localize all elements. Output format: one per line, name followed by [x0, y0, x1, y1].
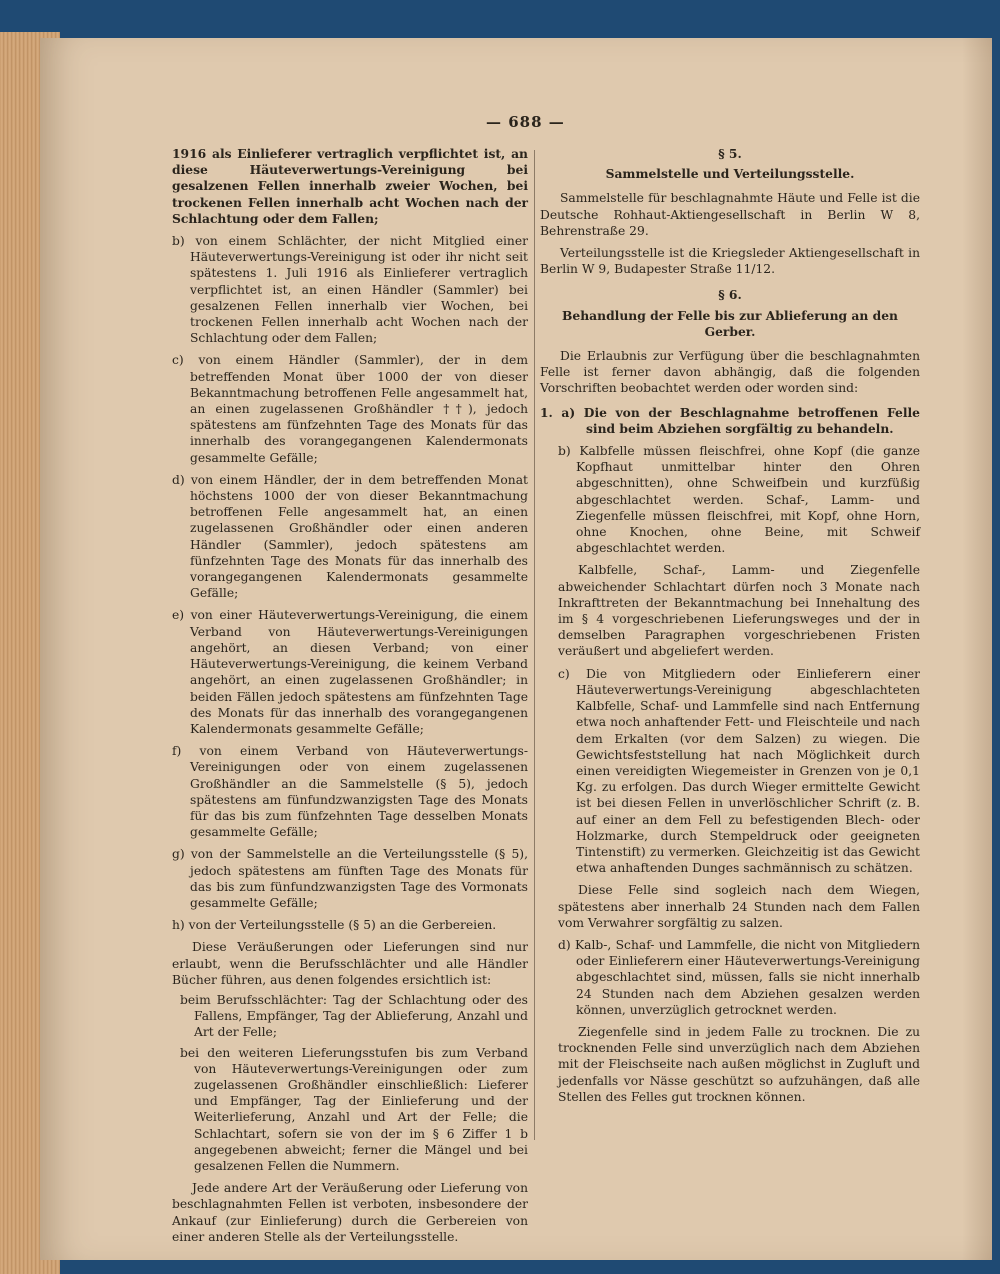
- section-5-paragraph-1: Sammelstelle für beschlagnahmte Häute und Felle ist die Deutsche Rohhaut-Aktiengesellschaft in Berlin W 8, Behrenstraße 29.: [540, 191, 920, 238]
- item-c: c) Die von Mitgliedern oder Einlieferern einer Häuteverwertungs-Vereinigung abgeschlachteten Kalbfelle, Schaf- und Lammfelle sind nach Entfernung etwa noch anhaftender Fett- und Fleischteile und nach dem Erkalten (vor dem Salzen) zu wiegen. Die Gewichtsfeststellung hat nach Möglichkeit durch einen vereidigten Wiegemeister in Grenzen von je 0,1 Kg. zu erfolgen. Das durch Wieger ermittelte Gewicht ist bei diesen Fellen in unverlöschlicher Schrift (z. B. auf einer an dem Fell zu befestigenden Blech- oder Holzmarke, durch Stempeldruck oder geeigneten Tintenstift) zu vermerken. Gleichzeitig ist das Gewicht etwa anhaftenden Dunges sachmännisch zu schätzen.: [558, 666, 920, 876]
- section-6-number: § 6.: [718, 287, 742, 303]
- list-item-f: f) von einem Verband von Häuteverwertungs-Vereinigungen oder von einem zugelassenen Großhändler an die Sammelstelle (§ 5), jedoch spätestens am fünfundzwanzigsten Tage des Monats für das bis zum fünfzehnten Tage desselben Monats gesammelte Gefälle;: [172, 744, 528, 840]
- section-5-paragraph-2: Verteilungsstelle ist die Kriegsleder Aktiengesellschaft in Berlin W 9, Budapester Straße 11/12.: [540, 246, 920, 277]
- column-divider: [534, 150, 535, 1140]
- list-item-g: g) von der Sammelstelle an die Verteilungsstelle (§ 5), jedoch spätestens am fünften Tage des Monats für das bis zum fünfundzwanzigsten Tage des Vormonats gesammelte Gefälle;: [172, 847, 528, 910]
- list-item-c: c) von einem Händler (Sammler), der in dem betreffenden Monat über 1000 der von dieser Bekanntmachung betroffenen Felle angesammelt hat, an einen zugelassenen Großhändler ††), jedoch spätestens am fünfzehnten Tage des Monats für das innerhalb des vorangegangenen Kalendermonats gesammelte Gefälle;: [172, 353, 528, 465]
- list-item-b: b) von einem Schlächter, der nicht Mitglied einer Häuteverwertungs-Vereinigung ist oder ihr nicht seit spätestens 1. Juli 1916 als Einlieferer vertraglich verpflichtet ist, an einen Händler (Sammler) bei gesalzenen Fellen innerhalb vier Wochen, bei trockenen Fellen innerhalb acht Wochen nach der Schlachtung oder dem Fallen;: [172, 234, 528, 346]
- sub-paragraph-butcher: beim Berufsschlächter: Tag der Schlachtung oder des Fallens, Empfänger, Tag der Ablieferung, Anzahl und Art der Felle;: [180, 992, 528, 1040]
- list-item-d: d) von einem Händler, der in dem betreffenden Monat höchstens 1000 der von dieser Bekanntmachung betroffenen Felle angesammelt hat, an einen zugelassenen Großhändler oder einen anderen Händler (Sammler), jedoch spätestens am fünfzehnten Tage des Monats für das innerhalb des vorangegangenen Kalendermonats gesammelte Gefälle;: [172, 472, 528, 601]
- item-c-paragraph-2: Diese Felle sind sogleich nach dem Wiegen, spätestens aber innerhalb 24 Stunden nach dem Fallen vom Verwahrer sorgfältig zu salzen.: [558, 883, 920, 930]
- item-1b-paragraph-2: Kalbfelle, Schaf-, Lamm- und Ziegenfelle abweichender Schlachtart dürfen noch 3 Monate nach Inkrafttreten der Bekanntmachung bei Innehaltung des im § 4 vorgeschriebenen Lieferungsweges und der in demselben Paragraphen vorgeschriebenen Fristen veräußert und abgeliefert werden.: [558, 563, 920, 659]
- prohibition-paragraph: Jede andere Art der Veräußerung oder Lieferung von beschlagnahmten Fellen ist verboten, insbesondere der Ankauf (zur Einlieferung) durch die Gerbereien von einer anderen Stelle als der Verteilungsstelle.: [172, 1181, 528, 1244]
- item-1a: 1. a) Die von der Beschlagnahme betroffenen Felle sind beim Abziehen sorgfältig zu behandeln.: [540, 404, 920, 436]
- right-column: [540, 146, 920, 1105]
- goatskins-paragraph: Ziegenfelle sind in jedem Falle zu trocknen. Die zu trocknenden Felle sind unverzüglich nach dem Abziehen mit der Fleischseite nach außen möglichst in Zugluft und jedenfalls vor Nässe geschützt so aufzuhängen, daß alle Stellen des Felles gut trocknen können.: [558, 1024, 920, 1104]
- section-5-number: § 5.: [718, 146, 742, 161]
- section-6-paragraph-1: Die Erlaubnis zur Verfügung über die beschlagnahmten Felle ist ferner davon abhängig, daß die folgenden Vorschriften beobachtet werden oder worden sind:: [540, 349, 920, 396]
- page-gutter-shade: [962, 38, 992, 1260]
- sub-paragraph-delivery-stages: bei den weiteren Lieferungsstufen bis zum Verband von Häuteverwertungs-Vereinigungen oder zum zugelassenen Großhändler einschließlich: Lieferer und Empfänger, Tag der Einlieferung und der Weiterlieferung, Anzahl und Art der Felle; die Schlachtart, sofern sie von der im § 6 Ziffer 1 b angegebenen abweicht; ferner die Mängel und bei gesalzenen Fellen die Nummern.: [180, 1045, 528, 1173]
- item-d: d) Kalb-, Schaf- und Lammfelle, die nicht von Mitgliedern oder Einlieferern einer Häuteverwertungs-Vereinigung abgeschlachtet sind, müssen, falls sie nicht innerhalb 24 Stunden nach dem Abziehen gesalzen werden können, unverzüglich getrocknet werden.: [558, 937, 920, 1017]
- section-6-title: Behandlung der Felle bis zur Ablieferung an den Gerber.: [562, 307, 898, 339]
- intro-paragraph: 1916 als Einlieferer vertraglich verpflichtet ist, an diese Häuteverwertungs-Vereinigung bei gesalzenen Fellen innerhalb zweier Wochen, bei trockenen Fellen innerhalb acht Wochen nach der Schlachtung oder dem Fallen;: [172, 146, 528, 226]
- books-paragraph: Diese Veräußerungen oder Lieferungen sind nur erlaubt, wenn die Berufsschlächter und alle Händler Bücher führen, aus denen folgendes ersichtlich ist:: [172, 940, 528, 987]
- left-column: [172, 146, 528, 1245]
- page-number: — 688 —: [486, 113, 565, 131]
- list-item-e: e) von einer Häuteverwertungs-Vereinigung, die einem Verband von Häuteverwertungs-Vereinigungen angehört, an diesen Verband; von einer Häuteverwertungs-Vereinigung, die keinem Verband angehört, an einen zugelassenen Großhändler; in beiden Fällen jedoch spätestens am fünfzehnten Tage des Monats für das innerhalb des vorangegangenen Kalendermonats gesammelte Gefälle;: [172, 608, 528, 736]
- item-1b: b) Kalbfelle müssen fleischfrei, ohne Kopf (die ganze Kopfhaut unmittelbar hinter den Ohren abgeschnitten), ohne Schweifbein und kurzfüßig abgeschlachtet werden. Schaf-, Lamm- und Ziegenfelle müssen fleischfrei, mit Kopf, ohne Horn, ohne Knochen, ohne Beine, mit Schweif abgeschlachtet werden.: [558, 444, 920, 556]
- list-item-h: h) von der Verteilungsstelle (§ 5) an die Gerbereien.: [172, 918, 497, 933]
- section-5-title: Sammelstelle und Verteilungsstelle.: [605, 166, 855, 182]
